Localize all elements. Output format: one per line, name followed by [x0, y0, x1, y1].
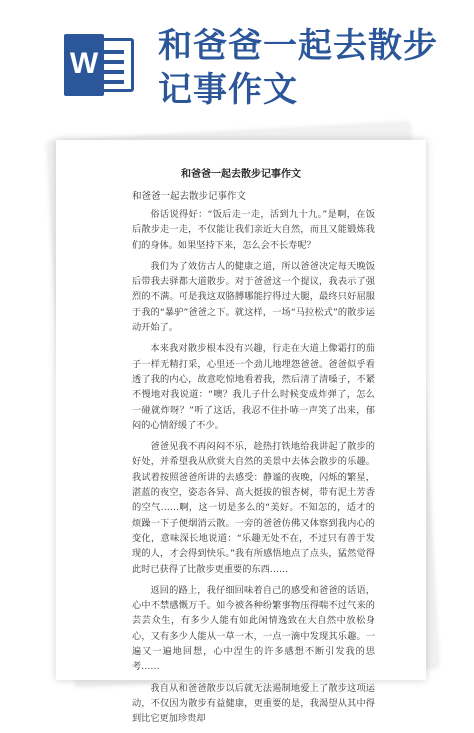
document-subtitle: 和爸爸一起去散步记事作文 [132, 191, 247, 202]
paragraph: 本来我对散步根本没有兴趣，行走在大道上像霜打的茄子一样无精打采，心里还一个劲儿地埋怨爸爸。爸爸似乎看透了我的内心，故意吃惊地看着我，然后清了清嗓子，不紧不慢地对我说道：“噢？我儿子什么时候变成炸弹了，怎么一碰就炸呀？”听了这话，我忍不住扑哧一声笑了出来，郁闷的心情舒缓了不少。 [132, 343, 375, 431]
word-letter: W [69, 47, 99, 80]
page-headline: 和爸爸一起去散步记事作文 [158, 26, 438, 110]
paragraph: 返回的路上，我仔细回味着自己的感受和爸爸的话语，心中不禁感慨万千。如今被各种纷繁事物压得喘不过气来的芸芸众生，有多少人能有如此闲情逸致在大自然中放松身心，又有多少人能从一草一木，一点一滴中发现其乐趣。一遍又一遍地回想，心中涅生的许多感想不断引发我的思考…… [132, 584, 375, 673]
paragraph: 我自从和爸爸散步以后就无法遏制地爱上了散步这项运动，不仅因为散步有益健康，更重要的是，我渴望从其中得到比它更加珍贵却 [132, 682, 375, 725]
document-body [132, 207, 375, 733]
paragraph: 爸爸见我不再闷闷不乐，趁热打铁地给我讲起了散步的好处，并希望我从欣赏大自然的美景中去体会散步的乐趣。我试着按照爸爸所讲的去感受：静谧的夜晚，闪烁的繁星，湛蓝的夜空，姿态各异、高大挺拔的银杏树，带有泥土芳香的空气……啊，这一切是多么的“美好。不知怎的，适才的烦躁一下子便烟消云散。一旁的爸爸仿佛又体察到我内心的变化，意味深长地说道：“乐趣无处不在，不过只有善于发现的人，才会得到快乐。”我有所感悟地点了点头，猛然觉得此时已获得了比散步更重要的东西…… [132, 441, 375, 575]
word-document-icon [64, 34, 134, 96]
document-title: 和爸爸一起去散步记事作文 [181, 169, 301, 180]
document-page [56, 140, 426, 725]
paragraph: 我们为了效仿古人的健康之道，所以爸爸决定每天晚饭后带我去驿都大道散步。对于爸爸这一个提议，我表示了强烈的不满。可是我这双胳膊哪能拧得过大腿，最终只好屈服于我的“暴驴”爸爸之下。就这样，一场“马拉松式”的散步运动开始了。 [132, 260, 375, 334]
word-badge [64, 34, 104, 96]
paragraph: 俗话说得好：“饭后走一走，活到九十九。”是啊，在饭后散步走一走，不仅能让我们亲近大自然，而且又能锻炼我们的身体。如果坚持下来，怎么会不长寿呢？ [132, 209, 375, 251]
